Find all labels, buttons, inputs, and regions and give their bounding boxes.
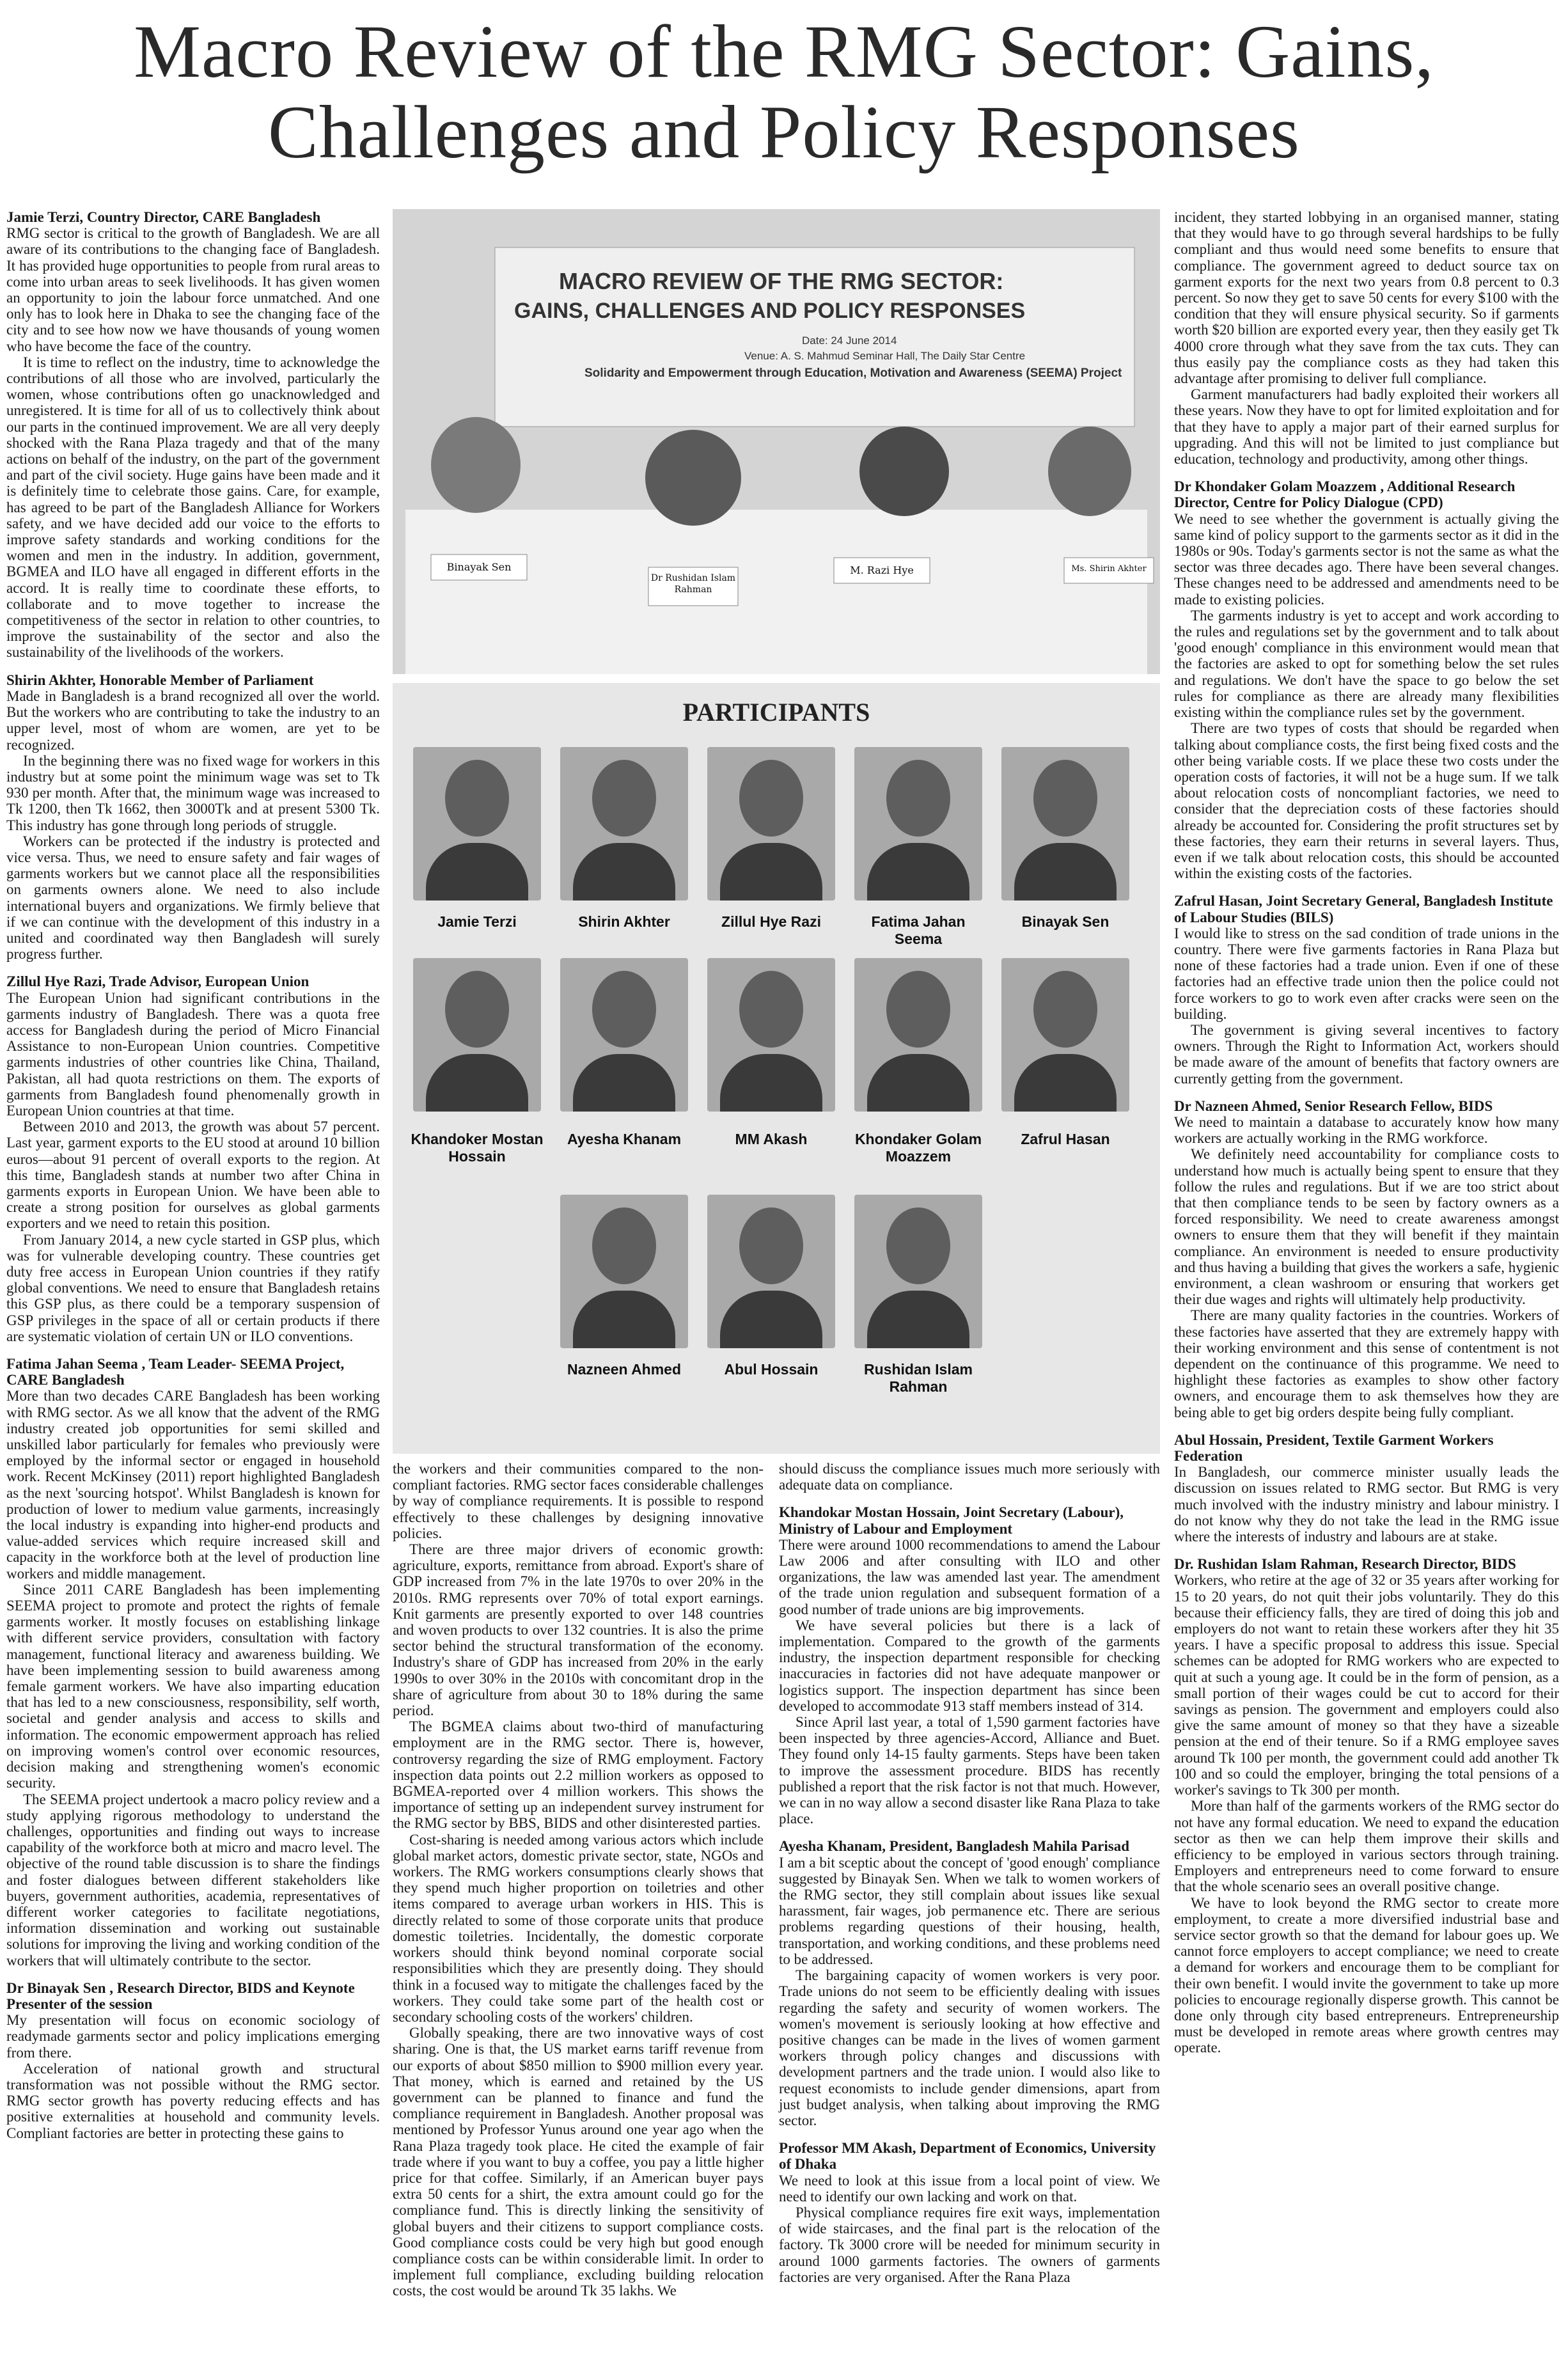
paragraph: We have to look beyond the RMG sector to create more employment, to create a more diversified industrial base and service sector growth so that the demand for labour goes up. We cannot force employers to accept compliance; we need to create a demand for workers and encourage them to be compliant for their own benefit. I would invite the government to take up more policies to encourage regionally disperse growth. This cannot be done only through city based entrepreneurs. Entrepreneurship must be developed in remote areas where growth centres may operate. (1174, 1894, 1559, 2056)
paragraph: There are two types of costs that should be regarded when talking about compliance costs, the first being fixed costs and the other being variable costs. If we place these two costs under the operation costs of factories, it will not be a huge sum. If we talk about relocation costs of noncompliant factories, we need to consider that the depreciation costs of these factories should already be accounted for. Considering the profit structures set by these factories, they earn their returns in several layers. Thus, even if we talk about relocation costs, this should be accounted within the existing costs of the factories. (1174, 720, 1559, 882)
participant-photo (707, 1195, 835, 1348)
portrait-head (739, 760, 803, 837)
portrait-body (1014, 1054, 1117, 1112)
paragraph: There are three major drivers of economic growth: agriculture, exports, remittance from abroad. Export's share of GDP increased from 7% in the late 1970s to over 20% in the 2010s. RMG represents over 70% of total export earnings. Knit garments are presently exported to over 148 countries and woven products to over 132 countries. It is also the prime sector behind the structural transformation of the economy. Industry's share of GDP has increased from 20% in the early 1990s to over 30% in the 2010s with concomitant drop in the share of agriculture from about 30 to 18% during the same period. (393, 1541, 764, 1719)
portrait-body (720, 1054, 822, 1112)
participant-photo (1001, 958, 1129, 1112)
paragraph: From January 2014, a new cycle started in GSP plus, which was for vulnerable developing country. These countries get duty free access in European Union countries if they ratify global conventions. We need to ensure that Bangladesh retains this GSP plus, as there could be a temporary suspension of GSP privileges in the space of all or certain products if there are systematic violation of certain UN or ILO conventions. (6, 1231, 380, 1344)
article-section (6, 1980, 380, 2141)
paragraph: the workers and their communities compared to the non-compliant factories. RMG sector faces considerable challenges by way of compliance requirements. It is possible to respond effectively to these challenges by designing innovative policies. (393, 1461, 764, 1541)
portrait-body (1014, 843, 1117, 900)
paragraph: I would like to stress on the sad condition of trade unions in the country. There were five garments factories in Rana Plaza but none of these factories had a trade union. Even if one of these factories had an effective trade union then the police could not force workers to go to work even after cracks were seen on the building. (1174, 925, 1559, 1022)
paragraph: RMG sector is critical to the growth of Bangladesh. We are all aware of its contributions to the changing face of Bangladesh. It has provided huge opportunities to people from rural areas to come into urban areas to seek livelihoods. It has given women an opportunity to join the labour force unmatched. And one only has to look here in Dhaka to see the changing face of the city and to see how now we have thousands of young women who have become the face of the country. (6, 225, 380, 354)
speaker-heading: Abul Hossain, President, Textile Garment Workers Federation (1174, 1431, 1494, 1465)
portrait-head (886, 760, 950, 837)
portrait-body (867, 843, 969, 900)
banner-project: Solidarity and Empowerment through Education, Motivation and Awareness (SEEMA) Project (584, 366, 1122, 380)
portrait-head (592, 1207, 656, 1284)
participant-name: Zillul Hye Razi (721, 913, 821, 930)
portrait-head (592, 971, 656, 1048)
participant-photo (854, 1195, 982, 1348)
paragraph: Between 2010 and 2013, the growth was about 57 percent. Last year, garment exports to the EU stood at around 10 billion euros—about 91 percent of overall exports to the region. At this time, Bangladesh stands at number two after China in garments exports in European Union. We have been able to create a strong position for ourselves as global garments exporters and we need to retain this position. (6, 1119, 380, 1232)
panelist-3 (859, 427, 949, 516)
portrait-body (573, 1054, 675, 1112)
paragraph: We have several policies but there is a lack of implementation. Compared to the growth of the garments industry, the inspection department responsible for checking inaccuracies in factories did not have adequate manpower or logistics support. The inspection department has since been developed to accommodate 913 staff members instead of 314. (779, 1617, 1160, 1714)
portrait-body (867, 1291, 969, 1348)
paragraph: We need to maintain a database to accurately know how many workers are actually working in the RMG workforce. (1174, 1113, 1559, 1147)
paragraph: Since 2011 CARE Bangladesh has been implementing SEEMA project to promote and protect the rights of female garments worker. It mostly focuses on establishing linkage with different service providers, consultation with factory management, functional literacy and awareness building. We have been implementing session to build awareness among female garment workers. We have also imparting education that has led to a new consciousness, responsibility, self worth, societal and gender analysis and access to skills and information. The economic empowerment approach has relied on improving women's control over economic resources, decision making and strengthening women's economic security. (6, 1581, 380, 1791)
paragraph: My presentation will focus on economic sociology of readymade garments sector and policy implications emerging from there. (6, 2012, 380, 2061)
paragraph: The European Union had significant contributions in the garments industry of Bangladesh. There was a quota free access for Bangladesh during the period of Micro Financial Assistance to non-European Union countries. Competitive garments industries of other countries like China, Thailand, Pakistan, all had quota restrictions on them. The exports of garments from Bangladesh found phenomenally growth in European Union countries at that time. (6, 989, 380, 1119)
paragraph: Globally speaking, there are two innovative ways of cost sharing. One is that, the US market earns tariff revenue from our exports of about $850 million to $900 million every year. That money, which is earned and retained by the US government can be planned to finance and fund the compliance requirement in Bangladesh. Another proposal was mentioned by Professor Yunus around one year ago when the Rana Plaza tragedy took place. He cited the example of fair trade where if you want to buy a coffee, you pay a little higher price for that coffee. Similarly, if an American buyer pays extra 50 cents for a shirt, the extra amount could go for the compliance fund. This is directly linking the sensitivity of global buyers and their citizens to support compliance costs. Good compliance costs could be very high but good enough compliance costs can be within considerable limit. In order to implement full compliance, excluding building relocation costs, the cost would be around Tk 35 lakhs. We (393, 2025, 764, 2299)
participants-heading: PARTICIPANTS (682, 698, 870, 727)
participant-photo (854, 958, 982, 1112)
article-section (1174, 209, 1559, 467)
event-photo (393, 209, 1160, 674)
participant-photo (560, 1195, 688, 1348)
article-section (779, 1461, 1160, 1493)
article-section (1174, 893, 1559, 1086)
panelist-2 (645, 430, 741, 526)
portrait-body (426, 1054, 528, 1112)
paragraph: There are many quality factories in the countries. Workers of these factories have asserted that they are extremely happy with their working environment and this sense of contentment is not dependent on the continuance of this programme. We need to highlight these factories as examples to show other factory owners, and encourage them to ask themselves how they are being able to get big orders despite being fully compliant. (1174, 1307, 1559, 1420)
paragraph: More than two decades CARE Bangladesh has been working with RMG sector. As we all know that the advent of the RMG industry created job opportunities for semi skilled and unskilled labor particularly for females who previously were employed by the informal sector or engaged in household work. Recent McKinsey (2011) report highlighted Bangladesh as the next 'sourcing hotspot'. Whilst Bangladesh is known for production of lower to medium value garments, increasingly the local industry is expanding into higher-end products and value-added services which require increased skill and capacity in the workforce both at the level of production line workers and middle management. (6, 1388, 380, 1582)
portrait-body (720, 843, 822, 900)
portrait-head (445, 760, 509, 837)
participant-name: Zafrul Hasan (1021, 1131, 1110, 1147)
paragraph: We need to see whether the government is actually giving the same kind of policy support to the garments sector as it did in the 1980s or 90s. Today's garments sector is not the same as what the sector was three decades ago. There have been several changes. These changes need to be addressed and amendments need to be made to existing policies. (1174, 510, 1559, 608)
paragraph: The SEEMA project undertook a macro policy review and a study applying rigorous methodology to understand the challenges, opportunities and finding out ways to increase capability of the workforce both at micro and macro level. The objective of the round table discussion is to share the findings and foster dialogues between different stakeholders like buyers, government authorities, academia, representatives of different worker categories to facilitate negotiations, information dissemination and working out sustainable solutions for improving the living and working condition of the workers that will ultimately contribute to the sector. (6, 1791, 380, 1969)
participant-name: Jamie Terzi (437, 913, 517, 930)
paragraph: In Bangladesh, our commerce minister usually leads the discussion on issues related to RMG sector. But RMG is very much involved with the industry ministry and labour ministry. I do not know why they do not take the lead in the RMG issue where the interests of industry and labours are at stake. (1174, 1464, 1559, 1545)
article-section (1174, 1098, 1559, 1420)
article-section (6, 672, 380, 963)
portrait-head (739, 971, 803, 1048)
participant-name: Binayak Sen (1021, 913, 1109, 930)
speaker-heading: Fatima Jahan Seema , Team Leader- SEEMA Project, CARE Bangladesh (6, 1356, 345, 1388)
portrait-body (867, 1054, 969, 1112)
paragraph: In the beginning there was no fixed wage for workers in this industry but at some point the minimum wage was set to Tk 930 per month. After that, the minimum wage was increased to Tk 1200, then Tk 1662, then 3000Tk and at present 5300 Tk. This industry has gone through long periods of struggle. (6, 752, 380, 833)
article-section (6, 1356, 380, 1969)
portrait-head (886, 971, 950, 1048)
participant-name: MM Akash (735, 1131, 808, 1147)
banner-venue: Venue: A. S. Mahmud Seminar Hall, The Daily Star Centre (744, 350, 1026, 362)
column-4 (1174, 209, 1559, 2358)
speaker-heading: Ayesha Khanam, President, Bangladesh Mahila Parisad (779, 1838, 1130, 1855)
panelist-1 (431, 417, 521, 513)
paragraph: Since April last year, a total of 1,590 garment factories have been inspected by three agencies-Accord, Alliance and Buet. They found only 14-15 faulty garments. Steps have been taken to improve the assessment procedure. BIDS has recently published a report that the risk factor is not that much. However, we can in no way allow a second disaster like Rana Plaza to take place. (779, 1714, 1160, 1827)
article-section (1174, 478, 1559, 881)
paragraph: Garment manufacturers had badly exploited their workers all these years. Now they have to opt for limited exploitation and for that they have to apply a major part of their earned surplus for upgrading. And this will not be limited to just compliance but education, technology and productivity, among other things. (1174, 386, 1559, 468)
paragraph: More than half of the garments workers of the RMG sector do not have any formal education. We need to expand the education sector as then we can help them improve their skills and efficiency to be employed in various sectors through training. Employers and entrepreneurs need to come forward to ensure that the whole scenario sees an overall positive change. (1174, 1798, 1559, 1895)
paragraph: There were around 1000 recommendations to amend the Labour Law 2006 and after consulting with ILO and other organizations, the law was amended last year. The amendment of the trade union regulation and subsequent formation of a good number of trade unions are big improvements. (779, 1536, 1160, 1617)
participant-photo (560, 747, 688, 900)
participant-name: Ayesha Khanam (567, 1131, 682, 1147)
column-1 (6, 209, 380, 2358)
portrait-body (720, 1291, 822, 1348)
page-title-text: Macro Review of the RMG Sector: Gains, Challenges and Policy Responses (134, 10, 1434, 174)
participant-name: Fatima Jahan Seema (871, 913, 966, 947)
participant-name: Shirin Akhter (578, 913, 670, 930)
portrait-body (426, 843, 528, 900)
paragraph: Acceleration of national growth and structural transformation was not possible without the RMG sector. RMG sector growth has poverty reducing effects and has positive externalities at household and community levels. Compliant factories are better in protecting these gains to (6, 2060, 380, 2141)
paragraph: We need to look at this issue from a local point of view. We need to identify our own lacking and work on that. (779, 2172, 1160, 2205)
participant-photo (854, 747, 982, 900)
page-title (0, 12, 1568, 173)
speaker-heading: Professor MM Akash, Department of Economics, University of Dhaka (779, 2140, 1156, 2173)
table-cloth (405, 510, 1147, 674)
participant-photo (413, 747, 541, 900)
participant-name: Khondaker Golam Moazzem (854, 1131, 982, 1165)
portrait-body (573, 843, 675, 900)
nameplate-label-3: M. Razi Hye (850, 564, 914, 576)
column-2 (393, 1461, 764, 2356)
participant-name: Khandoker Mostan Hossain (411, 1131, 544, 1165)
article-section (1174, 1556, 1559, 2056)
participant-photo (1001, 747, 1129, 900)
speaker-heading: Zillul Hye Razi, Trade Advisor, European Union (6, 973, 310, 990)
portrait-head (1033, 760, 1097, 837)
participant-name: Abul Hossain (724, 1361, 819, 1378)
portrait-head (592, 760, 656, 837)
paragraph: Physical compliance requires fire exit ways, implementation of wide staircases, and the final part is the relocation of the factory. Tk 3000 crore will be needed for minimum security in around 1000 garments factories. The owners of garments factories are very organised. After the Rana Plaza (779, 2204, 1160, 2285)
paragraph: Cost-sharing is needed among various actors which include global market actors, domestic private sector, state, NGOs and workers. The RMG workers consumptions clearly shows that they spend much higher proportion on toiletries and other items compared to average urban workers in HIS. This is directly related to some of those corporate units that produce domestic toiletries. Incidentally, the domestic corporate workers should think beyond nominal corporate social responsibilities which they are presently doing. They should think in a focused way to mitigate the challenges faced by the workers. They could take some part of the health cost or secondary schooling costs of the workers' children. (393, 1831, 764, 2025)
speaker-heading: Shirin Akhter, Honorable Member of Parliament (6, 672, 314, 688)
portrait-head (886, 1207, 950, 1284)
nameplate-label-4: Ms. Shirin Akhter (1071, 564, 1147, 574)
portrait-head (1033, 971, 1097, 1048)
speaker-heading: Dr Nazneen Ahmed, Senior Research Fellow, BIDS (1174, 1097, 1493, 1114)
speaker-heading: Dr. Rushidan Islam Rahman, Research Director, BIDS (1174, 1556, 1516, 1573)
portrait-body (573, 1291, 675, 1348)
paragraph: The garments industry is yet to accept and work according to the rules and regulations set by the government and to talk about 'good enough' compliance in this environment would mean that the factories are asked to opt for something below the set rules and regulations. We don't have the space to go below the set rules for compliance as there are already many flexibilities existing within the compliance rules set by the government. (1174, 607, 1559, 721)
speaker-heading: Dr Khondaker Golam Moazzem , Additional Research Director, Centre for Policy Dialogue (CPD) (1174, 478, 1516, 511)
participant-name: Nazneen Ahmed (567, 1361, 682, 1378)
paragraph: Workers can be protected if the industry is protected and vice versa. Thus, we need to ensure safety and fair wages of garments workers but we cannot place all the responsibilities on garments owners alone. We need to also include international buyers and organizations. We firmly believe that if we can continue with the development of this industry in a united and coordinated way then Bangladesh will surely progress further. (6, 833, 380, 963)
participant-photo (707, 958, 835, 1112)
paragraph: I am a bit sceptic about the concept of 'good enough' compliance suggested by Binayak Sen. When we talk to women workers of the RMG sector, they still complain about issues like sexual harassment, fair wages, job permanence etc. There are serious problems regarding questions of their housing, health, transportation, and working conditions, and these problems need to be addressed. (779, 1854, 1160, 1967)
participant-name: Rushidan Islam Rahman (864, 1361, 973, 1395)
participant-photo (560, 958, 688, 1112)
article-section (393, 1461, 764, 2299)
speaker-heading: Dr Binayak Sen , Research Director, BIDS and Keynote Presenter of the session (6, 1979, 355, 2012)
speaker-heading: Zafrul Hasan, Joint Secretary General, Bangladesh Institute of Labour Studies (BILS) (1174, 893, 1553, 925)
paragraph: The BGMEA claims about two-third of manufacturing employment are in the RMG sector. There is, however, controversy regarding the size of RMG employment. Factory inspection data points out 2.2 million workers as opposed to BGMEA-reported over 4 million workers. This shows the importance of setting up an independent survey instrument for the RMG sector by BBS, BIDS and other disinterested parties. (393, 1718, 764, 1832)
speaker-heading: Jamie Terzi, Country Director, CARE Bangladesh (6, 209, 321, 225)
banner-line2: GAINS, CHALLENGES AND POLICY RESPONSES (514, 299, 1026, 323)
paragraph: incident, they started lobbying in an organised manner, stating that they would have to go through several hardships to be fully compliant and thus would need some benefits to ensure that compliance. The government agreed to deduct source tax on garment exports for the next two years from 0.8 percent to 0.3 percent. So now they get to save 50 cents for every $100 with the condition that they will ensure physical security. So if garments worth $20 billion are exported every year, then they easily get Tk 4000 crore through what they save from the tax cuts. They can thus easily pay the compliance costs as they had taken this advantage after promising to deliver full compliance. (1174, 209, 1559, 387)
paragraph: The government is giving several incentives to factory owners. Through the Right to Information Act, workers should be made aware of the amount of benefits that factory owners are currently getting from the government. (1174, 1021, 1559, 1087)
article-section (779, 2140, 1160, 2285)
participant-photo (707, 747, 835, 900)
banner-date: Date: 24 June 2014 (802, 334, 897, 347)
article-section (779, 1838, 1160, 2128)
paragraph: Workers, who retire at the age of 32 or 35 years after working for 15 to 20 years, do not quit their jobs voluntarily. They do this because their efficiency falls, they are tired of doing this job and employers do not want to retain these workers after they hit 35 years. I have a specific proposal to address this issue. Special schemes can be adopted for RMG workers who are expected to quit at such a young age. It could be in the form of pension, as a small portion of their wages could be cut to accord for their savings as pension. The government and employers could also give the same amount of money so that they have a sizeable pension at the end of their tenure. So if a RMG employee saves around Tk 100 per month, the government could add another Tk 100 and so could the employer, bringing the total pensions of a worker's savings to Tk 300 per month. (1174, 1572, 1559, 1798)
participant-photo (413, 958, 541, 1112)
article-section (6, 973, 380, 1344)
portrait-head (739, 1207, 803, 1284)
portrait-head (445, 971, 509, 1048)
speaker-heading: Khandokar Mostan Hossain, Joint Secretary (Labour), Ministry of Labour and Employment (779, 1504, 1124, 1537)
article-section (1174, 1432, 1559, 1545)
paragraph: We definitely need accountability for compliance costs to understand how much is actually being spent to ensure that they follow the rules and regulations. But if we are too strict about that then compliance tends to be seen by factory owners as a forced responsibility. We need to create awareness amongst owners to ensure them that they will benefit if they maintain compliance. An environment is needed to ensure productivity and thus having a building that gives the workers a safe, hygienic environment, a clean washroom or ensuring that workers get their due wages and rights will ultimately help productivity. (1174, 1146, 1559, 1308)
paragraph: The bargaining capacity of women workers is very poor. Trade unions do not seem to be efficiently dealing with issues regarding the safety and security of women workers. The women's movement is seriously looking at how effective and positive changes can be made in the lives of women garment workers through policy changes and discussions with development partners and the trade union. I would also like to request economists to include gender dimensions, apart from just budget analysis, when talking about improving the RMG sector. (779, 1967, 1160, 2128)
article-section (6, 209, 380, 661)
paragraph: It is time to reflect on the industry, time to acknowledge the contributions of all those who are involved, particularly the women, whose contributions often go unacknowledged and unregistered. It is time for all of us to collectively think about our parts in the continued improvement. We are all very deeply shocked with the Rana Plaza tragedy and that of the many actions on behalf of the industry, on the part of the government and part of the civil society. Huge gains have been made and it is definitely time to celebrate those gains. Care, for example, has agreed to be part of the Bangladesh Alliance for Workers safety, and we have decided add our voice to the efforts to improve safety standards and working conditions for the women and men in the industry. In addition, government, BGMEA and ILO have all engaged in different efforts in the accord. It is really time to coordinate these efforts, to collaborate and to move together to increase the competitiveness of the sector in relation to other countries, to improve the sustainability of the sector and also the sustainability of the livelihoods of the workers. (6, 354, 380, 661)
paragraph: Made in Bangladesh is a brand recognized all over the world. But the workers who are contributing to take the industry to an upper level, most of whom are women, are yet to be recognized. (6, 688, 380, 753)
panelist-4 (1048, 427, 1131, 516)
banner-line1: MACRO REVIEW OF THE RMG SECTOR: (559, 268, 1004, 294)
article-section (779, 1504, 1160, 1827)
paragraph: should discuss the compliance issues much more seriously with adequate data on compliance. (779, 1461, 1160, 1493)
participants-panel (393, 683, 1160, 1454)
column-3 (779, 1461, 1160, 2356)
nameplate-label-1: Binayak Sen (446, 561, 512, 573)
nameplate-label-2: Dr Rushidan Islam Rahman (650, 573, 736, 595)
